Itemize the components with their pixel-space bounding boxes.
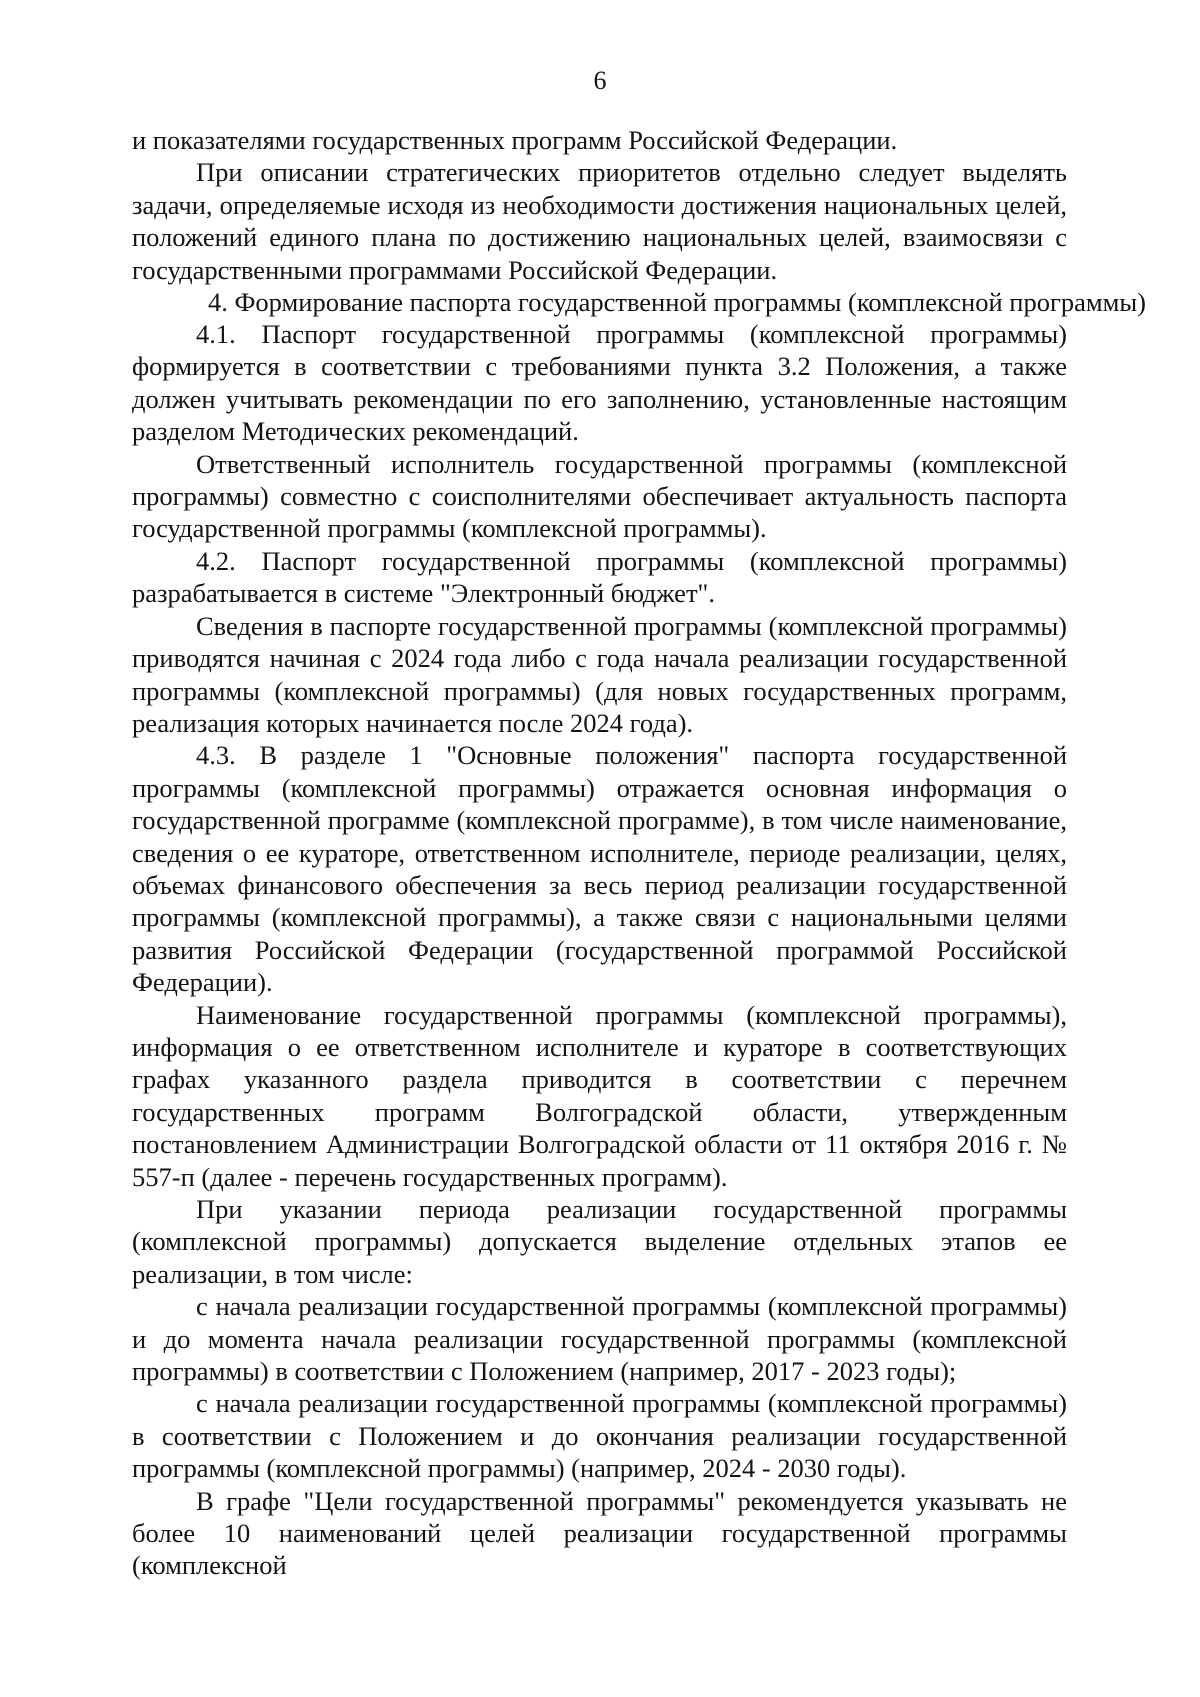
- page-number: 6: [593, 66, 607, 95]
- paragraph-responsible-executor: Ответственный исполнитель государственной программы (комплексной программы) совместно с соисполнителями обеспечивает актуальность паспорта государственной программы (комплексной программы).: [132, 448, 1067, 544]
- paragraph-stage-one: с начала реализации государственной программы (комплексной программы) и до момента начала реализации государственной программы (комплексной программы) в соответствии с Положением (например, 2017 - 2023 годы);: [132, 1291, 1067, 1387]
- section-heading: 4. Формирование паспорта государственной программы (комплексной программы): [208, 287, 1146, 318]
- paragraph-continuation: и показателями государственных программ Российской Федерации.: [132, 125, 898, 155]
- paragraph-strategic-priorities: При описании стратегических приоритетов отдельно следует выделять задачи, определяемые исходя из необходимости достижения национальных целей, положений единого плана по достижению национальных целей, взаимосвязи с государственными программами Российской Федерации.: [132, 157, 1067, 285]
- document-body: [132, 124, 1146, 1582]
- paragraph-program-name: Наименование государственной программы (комплексной программы), информация о ее ответственном исполнителе и кураторе в соответствующих графах указанного раздела приводится в соответствии с перечнем государственных программ Волгоградской области, утвержденным постановлением Администрации Волгоградской области от 11 октября 2016 г. № 557-п (далее - перечень государственных программ).: [132, 999, 1067, 1192]
- paragraph-4-1: 4.1. Паспорт государственной программы (комплексной программы) формируется в соответствии с требованиями пункта 3.2 Положения, а также должен учитывать рекомендации по его заполнению, установленные настоящим разделом Методических рекомендаций.: [132, 319, 1067, 447]
- paragraph-passport-info: Сведения в паспорте государственной программы (комплексной программы) приводятся начиная с 2024 года либо с года начала реализации государственной программы (комплексной программы) (для новых государственных программ, реализация которых начинается после 2024 года).: [132, 610, 1067, 738]
- paragraph-stage-two: с начала реализации государственной программы (комплексной программы) в соответствии с Положением и до окончания реализации государственной программы (комплексной программы) (например, 2024 - 2030 годы).: [132, 1388, 1067, 1484]
- paragraph-4-2: 4.2. Паспорт государственной программы (комплексной программы) разрабатывается в системе "Электронный бюджет".: [132, 545, 1067, 609]
- paragraph-4-3: 4.3. В разделе 1 "Основные положения" паспорта государственной программы (комплексной программы) отражается основная информация о государственной программе (комплексной программе), в том числе наименование, сведения о ее кураторе, ответственном исполнителе, периоде реализации, целях, объемах финансового обеспечения за весь период реализации государственной программы (комплексной программы), а также связи с национальными целями развития Российской Федерации (государственной программой Российской Федерации).: [132, 740, 1067, 998]
- paragraph-goals-column: В графе "Цели государственной программы" рекомендуется указывать не более 10 наименований целей реализации государственной программы (комплексной: [132, 1485, 1067, 1581]
- paragraph-implementation-period: При указании периода реализации государственной программы (комплексной программы) допускается выделение отдельных этапов ее реализации, в том числе:: [132, 1194, 1067, 1289]
